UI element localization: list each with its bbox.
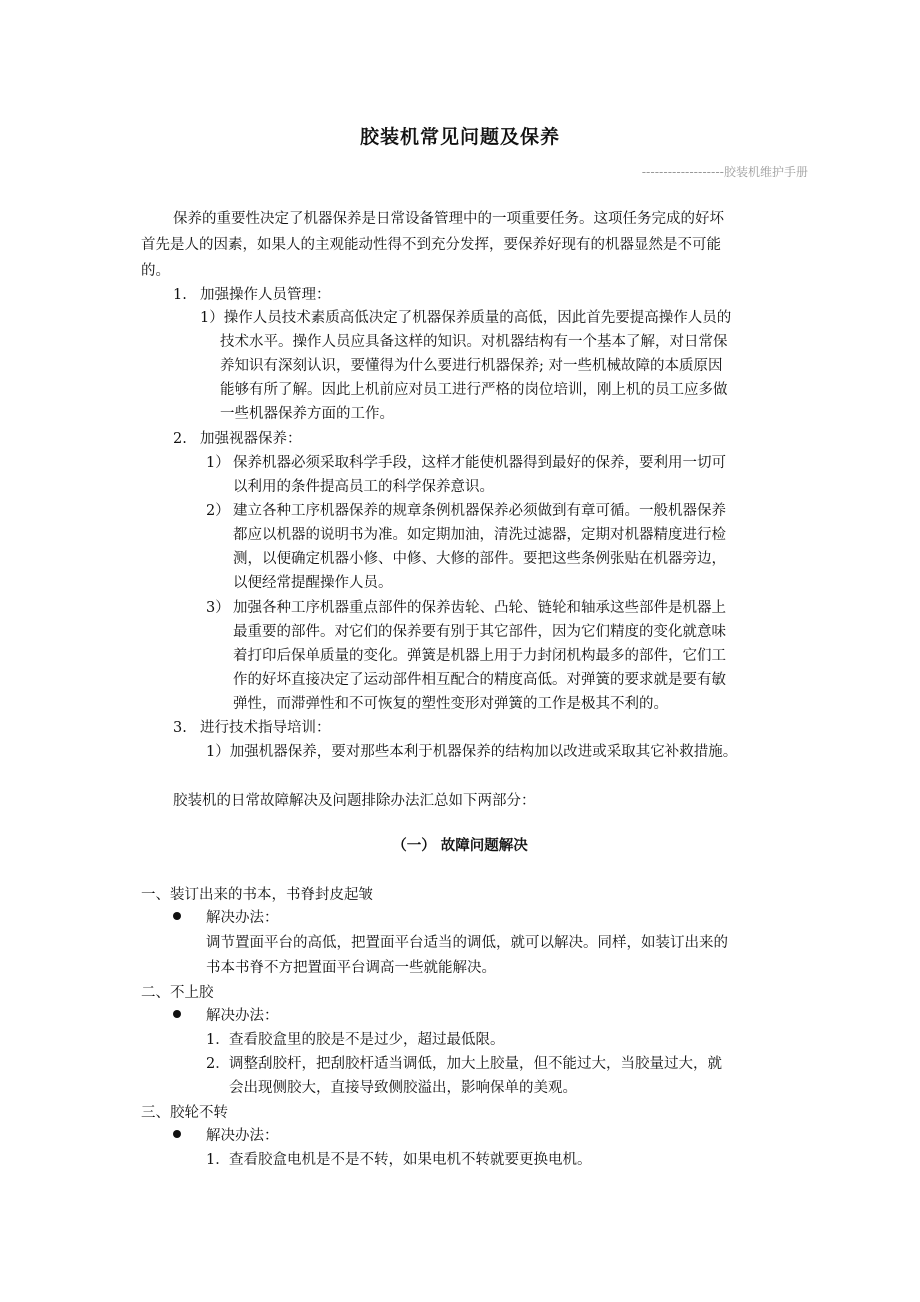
section-title: （一） 故障问题解决 (392, 838, 528, 854)
solution-line: 调节置面平台的高低，把置面平台适当的调低，就可以解决。同样，如装订出来的 (206, 935, 728, 951)
item-line: 以便经常提醒操作人员。 (233, 575, 393, 591)
intro-line: 首先是人的因素，如果人的主观能动性得不到充分发挥，要保养好现有的机器显然是不可能 (141, 237, 721, 253)
problem-heading: 二、不上胶 (141, 985, 214, 1001)
item-line: 着打印后保单质量的变化。弹簧是机器上用于力封闭机构最多的部件，它们工 (233, 648, 726, 664)
item-line: 建立各种工序机器保养的规章条例机器保养必须做到有章可循。一般机器保养 (233, 503, 726, 519)
item-line: 保养机器必须采取科学手段，这样才能使机器得到最好的保养，要利用一切可 (233, 455, 726, 471)
solution-label: 解决办法： (206, 910, 279, 926)
bullet-icon (173, 1010, 181, 1018)
bullet-icon (173, 912, 181, 920)
solution-label: 解决办法： (206, 1008, 279, 1024)
item-number: 2） (206, 503, 230, 519)
intro-line: 的。 (141, 263, 170, 279)
step-line: 查看胶盒里的胶是不是过少，超过最低限。 (229, 1032, 505, 1048)
paragraph-line: 1）操作人员技术素质高低决定了机器保养质量的高低，因此首先要提高操作人员的 (200, 310, 732, 326)
paragraph-line: 1）加强机器保养，要对那些本利于机器保养的结构加以改进或采取其它补救措施。 (206, 744, 738, 760)
subtitle: -------------------胶装机维护手册 (641, 165, 808, 179)
item-line: 都应以机器的说明书为准。如定期加油，清洗过滤器，定期对机器精度进行检 (233, 527, 726, 543)
step-line: 调整刮胶杆，把刮胶杆适当调低，加大上胶量，但不能过大，当胶量过大，就 (229, 1056, 722, 1072)
item-line: 作的好坏直接决定了运动部件相互配合的精度高低。对弹簧的要求就是要有敏 (233, 672, 726, 688)
item-number: 3） (206, 600, 230, 616)
paragraph-line: 养知识有深刻认识，要懂得为什么要进行机器保养; 对一些机械故障的本质原因 (220, 358, 723, 374)
paragraph-line: 能够有所了解。因此上机前应对员工进行严格的岗位培训，刚上机的员工应多做 (220, 382, 728, 398)
intro-line: 保养的重要性决定了机器保养是日常设备管理中的一项重要任务。这项任务完成的好坏 (173, 211, 724, 227)
section-number: 1. (173, 287, 187, 303)
item-line: 加强各种工序机器重点部件的保养齿轮、凸轮、链轮和轴承这些部件是机器上 (233, 600, 726, 616)
step-line: 查看胶盒电机是不是不转，如果电机不转就要更换电机。 (229, 1152, 592, 1168)
step-number: 1． (206, 1032, 230, 1048)
step-number: 1． (206, 1152, 230, 1168)
item-line: 弹性，而滞弹性和不可恢复的塑性变形对弹簧的工作是极其不利的。 (233, 696, 668, 712)
bullet-icon (173, 1130, 181, 1138)
step-number: 2． (206, 1056, 230, 1072)
item-line: 最重要的部件。对它们的保养要有别于其它部件，因为它们精度的变化就意味 (233, 624, 726, 640)
step-line: 会出现侧胶大，直接导致侧胶溢出，影响保单的美观。 (229, 1080, 577, 1096)
page-title: 胶装机常见问题及保养 (359, 126, 560, 148)
solution-line: 书本书脊不方把置面平台调高一些就能解决。 (206, 960, 496, 976)
section-number: 3. (173, 720, 187, 736)
section-number: 2. (173, 431, 187, 447)
paragraph-line: 技术水平。操作人员应具备这样的知识。对机器结构有一个基本了解，对日常保 (220, 334, 728, 350)
problem-heading: 一、装订出来的书本，书脊封皮起皱 (141, 887, 373, 903)
item-line: 测，以便确定机器小修、中修、大修的部件。要把这些条例张贴在机器旁边， (233, 551, 726, 567)
problem-heading: 三、胶轮不转 (141, 1105, 228, 1121)
item-number: 1） (206, 455, 230, 471)
section-heading: 加强操作人员管理： (200, 287, 331, 303)
section-heading: 进行技术指导培训： (200, 720, 331, 736)
solution-label: 解决办法： (206, 1128, 279, 1144)
item-line: 以利用的条件提高员工的科学保养意识。 (233, 479, 494, 495)
summary-text: 胶装机的日常故障解决及问题排除办法汇总如下两部分： (173, 793, 536, 809)
section-heading: 加强视器保养： (200, 431, 302, 447)
paragraph-line: 一些机器保养方面的工作。 (220, 406, 394, 422)
